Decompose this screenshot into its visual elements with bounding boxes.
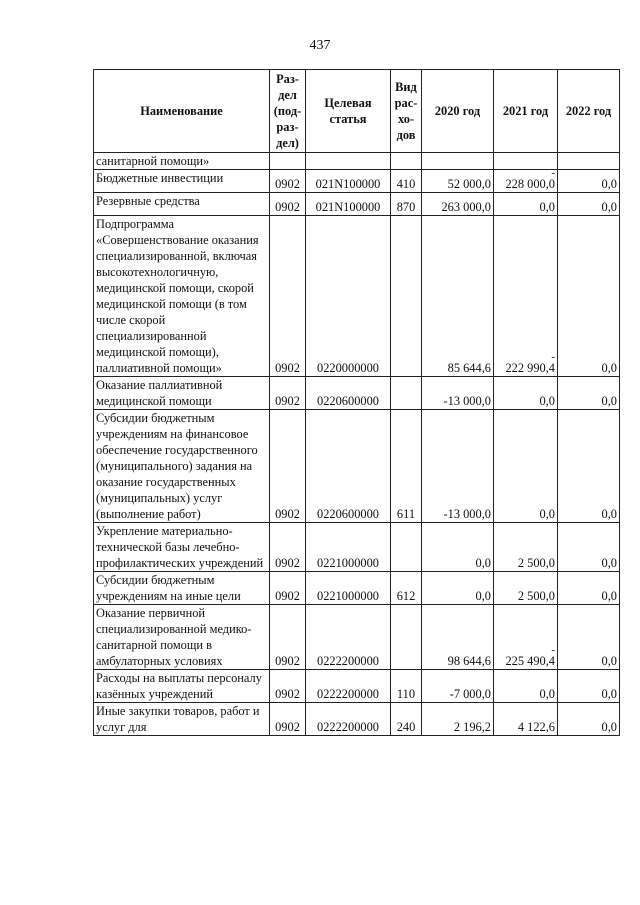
row-section: 0902: [270, 410, 306, 523]
row-section: 0902: [270, 377, 306, 410]
row-name: Подпрограмма «Совершенствование оказания специализированной, включая высокотехнологичную, медицинской помощи, скорой медицинской помощи (в том числе скорой специализированной медицинской помощи), паллиативной помощи»: [94, 216, 270, 377]
row-section: 0902: [270, 670, 306, 703]
table-row: [94, 193, 620, 216]
row-name: Субсидии бюджетным учреждениям на финансовое обеспечение государственного (муниципального) задания на оказание государственных (муниципальных) услуг (выполнение работ): [94, 410, 270, 523]
row-2021: [494, 572, 558, 605]
page-number: 437: [309, 38, 331, 53]
row-2020: -13 000,0: [422, 377, 494, 410]
header-2022: 2022 год: [558, 70, 620, 153]
row-2021-value: 225 490,4: [505, 654, 555, 668]
row-2021-dash: [496, 680, 555, 686]
row-2021-value: 0,0: [539, 687, 555, 701]
row-vid: [391, 523, 422, 572]
row-2021-dash: [496, 582, 555, 588]
row-section: 0902: [270, 523, 306, 572]
row-name: санитарной помощи»: [94, 153, 270, 170]
row-2022: 0,0: [558, 703, 620, 736]
table-row: [94, 670, 620, 703]
header-section: Раз- дел (под- раз- дел): [270, 70, 306, 153]
row-target: 0220600000: [306, 410, 391, 523]
row-2020: 0,0: [422, 572, 494, 605]
row-target: 021N100000: [306, 193, 391, 216]
row-2021: [494, 377, 558, 410]
row-2020: 98 644,6: [422, 605, 494, 670]
row-2021-dash: [496, 163, 555, 169]
row-name: Расходы на выплаты персоналу казённых учреждений: [94, 670, 270, 703]
row-2021: [494, 523, 558, 572]
row-target: 021N100000: [306, 170, 391, 193]
row-2021-value: 228 000,0: [505, 177, 555, 191]
row-section: 0902: [270, 703, 306, 736]
row-name: Оказание первичной специализированной медико-санитарной помощи в амбулаторных условиях: [94, 605, 270, 670]
row-section: [270, 153, 306, 170]
row-name: Бюджетные инвестиции: [94, 170, 270, 193]
row-name: Иные закупки товаров, работ и услуг для: [94, 703, 270, 736]
header-2021: 2021 год: [494, 70, 558, 153]
row-vid: [391, 216, 422, 377]
row-2021-dash: [496, 500, 555, 506]
row-section: 0902: [270, 170, 306, 193]
table-row: [94, 523, 620, 572]
budget-table: [93, 69, 620, 736]
row-2021-dash: [496, 713, 555, 719]
row-2020: 52 000,0: [422, 170, 494, 193]
row-target: 0220600000: [306, 377, 391, 410]
header-row: [94, 70, 620, 153]
row-2021: [494, 216, 558, 377]
row-vid: 110: [391, 670, 422, 703]
row-2021: [494, 605, 558, 670]
row-2021: [494, 410, 558, 523]
table-row: [94, 153, 620, 170]
row-target: 0221000000: [306, 523, 391, 572]
row-vid: 611: [391, 410, 422, 523]
row-2022: 0,0: [558, 523, 620, 572]
row-2021: [494, 167, 558, 193]
row-target: 0222200000: [306, 670, 391, 703]
row-2022: 0,0: [558, 572, 620, 605]
row-2021-dash: [496, 387, 555, 393]
row-vid: 870: [391, 193, 422, 216]
row-2021: [494, 670, 558, 703]
row-2021-value: 222 990,4: [505, 361, 555, 375]
row-2020: 85 644,6: [422, 216, 494, 377]
row-vid: [391, 153, 422, 170]
table-row: [94, 377, 620, 410]
row-2020: -13 000,0: [422, 410, 494, 523]
row-2022: 0,0: [558, 377, 620, 410]
row-2022: 0,0: [558, 605, 620, 670]
row-name: Субсидии бюджетным учреждениям на иные цели: [94, 572, 270, 605]
row-section: 0902: [270, 216, 306, 377]
row-2020: 263 000,0: [422, 193, 494, 216]
table-row: [94, 216, 620, 377]
row-section: 0902: [270, 572, 306, 605]
table-row: [94, 605, 620, 670]
header-target: Целевая статья: [306, 70, 391, 153]
row-2022: 0,0: [558, 170, 620, 193]
row-2021-value: 2 500,0: [517, 556, 555, 570]
row-2020: 2 196,2: [422, 703, 494, 736]
row-2021: [494, 703, 558, 736]
row-section: 0902: [270, 193, 306, 216]
row-name: Укрепление материально-технической базы лечебно-профилактических учреждений: [94, 523, 270, 572]
row-2021-value: 0,0: [539, 507, 555, 521]
row-vid: 410: [391, 170, 422, 193]
row-target: 0222200000: [306, 703, 391, 736]
header-2020: 2020 год: [422, 70, 494, 153]
row-2021: [494, 153, 558, 170]
row-2021-dash: -: [551, 351, 555, 363]
row-vid: [391, 605, 422, 670]
row-2021-dash: -: [551, 167, 555, 179]
row-2021: [494, 193, 558, 216]
table-row: [94, 410, 620, 523]
row-vid: 240: [391, 703, 422, 736]
row-name: Оказание паллиативной медицинской помощи: [94, 377, 270, 410]
row-2020: -7 000,0: [422, 670, 494, 703]
row-name: Резервные средства: [94, 193, 270, 216]
row-section: 0902: [270, 605, 306, 670]
row-2022: 0,0: [558, 670, 620, 703]
row-2021-dash: [496, 193, 555, 199]
row-2021-value: 0,0: [539, 394, 555, 408]
table-row: [94, 703, 620, 736]
row-target: 0221000000: [306, 572, 391, 605]
row-2022: 0,0: [558, 193, 620, 216]
table-row: [94, 170, 620, 193]
row-2021-dash: [496, 549, 555, 555]
row-target: [306, 153, 391, 170]
row-target: 0220000000: [306, 216, 391, 377]
row-2020: [422, 153, 494, 170]
row-2022: 0,0: [558, 410, 620, 523]
row-vid: [391, 377, 422, 410]
row-2020: 0,0: [422, 523, 494, 572]
row-2021-value: 2 500,0: [517, 589, 555, 603]
row-2021-dash: -: [551, 644, 555, 656]
row-vid: 612: [391, 572, 422, 605]
row-2021-value: 0,0: [539, 200, 555, 214]
row-target: 0222200000: [306, 605, 391, 670]
row-2022: [558, 153, 620, 170]
table-row: [94, 572, 620, 605]
row-2022: 0,0: [558, 216, 620, 377]
header-vid: Вид рас- хо- дов: [391, 70, 422, 153]
row-2021-value: 4 122,6: [517, 720, 555, 734]
header-name: Наименование: [94, 70, 270, 153]
